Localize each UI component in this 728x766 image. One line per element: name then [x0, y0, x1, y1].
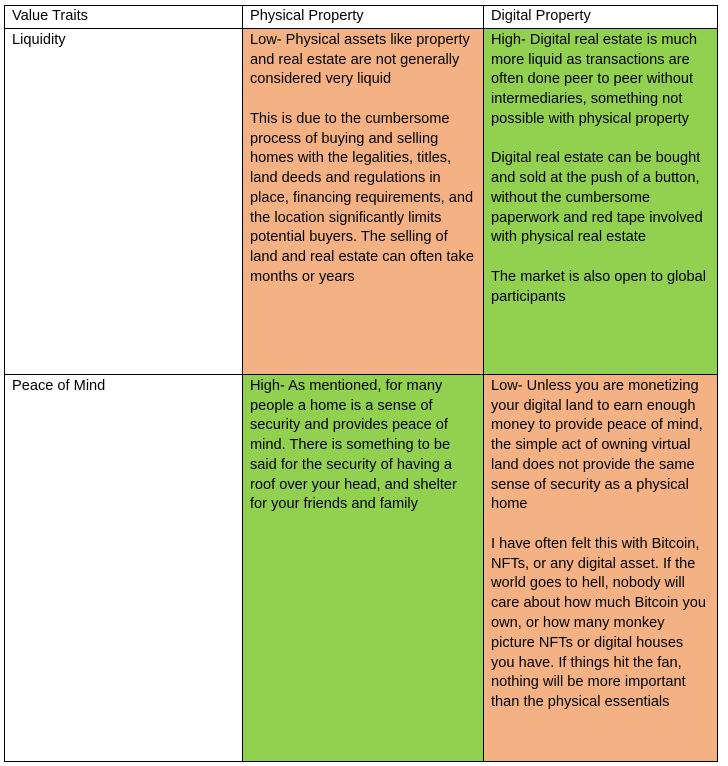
- table-row: [5, 374, 718, 761]
- cell-paragraph: The market is also open to global participants: [491, 268, 711, 305]
- column-header-value-traits: [5, 6, 243, 29]
- cell-liquidity-digital: [484, 28, 718, 374]
- row-trait-liquidity-label: Liquidity: [12, 31, 66, 48]
- cell-liquidity-physical: [243, 28, 484, 374]
- row-trait-peace-of-mind: [5, 374, 243, 761]
- table-row: [5, 28, 718, 374]
- cell-paragraph: High- Digital real estate is much more liquid as transactions are often done peer to peer without intermediaries, something not possible with physical property: [491, 31, 702, 127]
- cell-paragraph: Digital real estate can be bought and sold at the push of a button, without the cumbersome paperwork and red tape involved with physical real estate: [491, 150, 707, 246]
- table-header-row: [5, 6, 718, 29]
- cell-paragraph: Low- Unless you are monetizing your digital land to earn enough money to provide peace of mind, the simple act of owning virtual land does not provide the same sense of security as a physical home: [491, 377, 707, 513]
- comparison-table-container: [4, 5, 717, 759]
- column-header-physical-property-label: Physical Property: [250, 8, 364, 24]
- column-header-value-traits-label: Value Traits: [12, 8, 88, 24]
- column-header-digital-property: [484, 6, 718, 29]
- cell-paragraph: Low- Physical assets like property and real estate are not generally considered very liquid: [250, 31, 474, 88]
- cell-paragraph: This is due to the cumbersome process of buying and selling homes with the legalities, titles, land deeds and regulations in place, financing requirements, and the location significantly limits potential buyers. The selling of land and real estate can often take months or years: [250, 110, 478, 285]
- row-trait-liquidity: [5, 28, 243, 374]
- row-trait-peace-of-mind-label: Peace of Mind: [12, 377, 106, 394]
- cell-peace-of-mind-physical: [243, 374, 484, 761]
- column-header-physical-property: [243, 6, 484, 29]
- value-traits-comparison-table: [4, 5, 718, 762]
- cell-peace-of-mind-digital: [484, 374, 718, 761]
- cell-paragraph: I have often felt this with Bitcoin, NFTs, or any digital asset. If the world goes to hell, nobody will care about how much Bitcoin you own, or how many monkey picture NFTs or digital houses you have. If things hit the fan, nothing will be more important than the physical essentials: [491, 535, 711, 711]
- cell-paragraph: High- As mentioned, for many people a home is a sense of security and provides peace of mind. There is something to be said for the security of having a roof over your head, and shelter for your friends and family: [250, 377, 461, 513]
- column-header-digital-property-label: Digital Property: [491, 8, 591, 24]
